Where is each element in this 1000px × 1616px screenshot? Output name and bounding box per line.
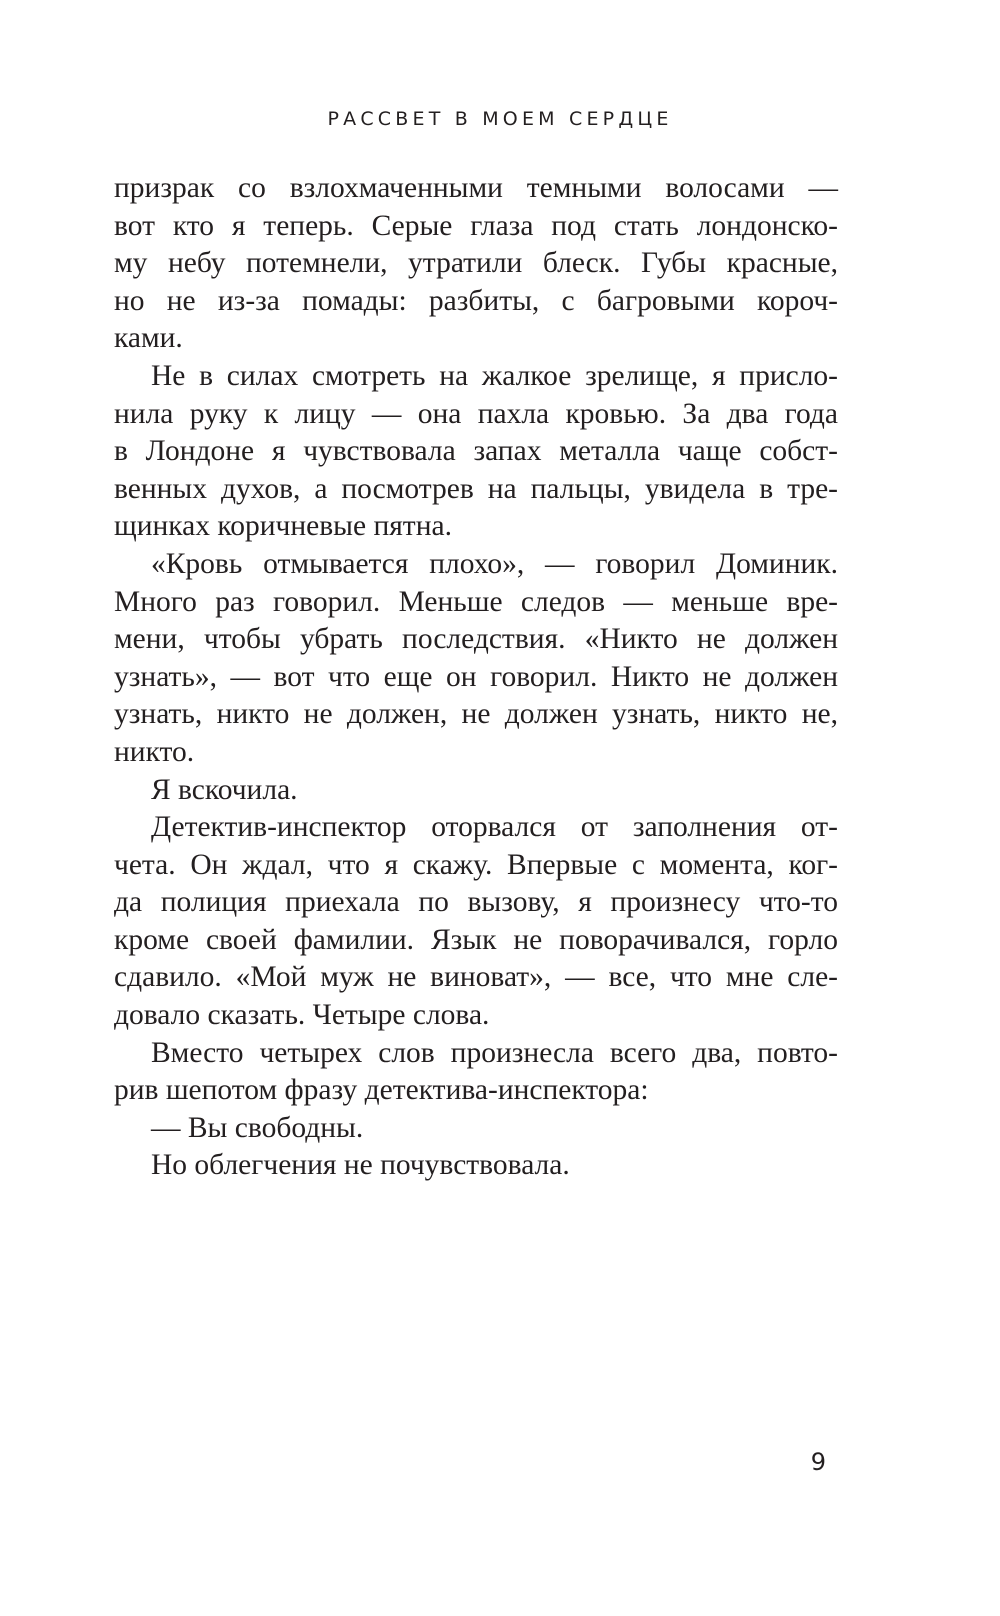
text-line: мени, чтобы убрать последствия. «Никто не должен [114,623,838,656]
text-line: чета. Он ждал, что я скажу. Впервые с момента, ког- [114,848,838,881]
text-line: никто. [114,735,195,768]
body-text [114,170,838,1185]
text-line: рив шепотом фразу детектива-инспектора: [114,1074,649,1107]
text-line: да полиция приехала по вызову, я произнесу что-то [114,886,838,919]
text-line: венных духов, а посмотрев на пальцы, увидела в тре- [114,472,838,505]
text-line: Много раз говорил. Меньше следов — меньше вре- [114,585,838,618]
text-line: но не из-за помады: разбиты, с багровыми короч- [114,284,838,317]
text-line: му небу потемнели, утратили блеск. Губы красные, [114,247,838,280]
text-line: Вместо четырех слов произнесла всего два, повто- [151,1036,838,1069]
text-line: призрак со взлохмаченными темными волосами — [114,172,838,204]
text-line: — Вы свободны. [151,1111,364,1144]
text-line: Детектив-инспектор оторвался от заполнения от- [151,811,838,844]
text-line: нила руку к лицу — она пахла кровью. За два года [114,397,838,430]
text-line: щинках коричневые пятна. [114,510,452,543]
text-line: в Лондоне я чувствовала запах металла чаще собст- [114,435,838,468]
page-number: 9 [810,1448,826,1476]
text-line: узнать», — вот что еще он говорил. Никто не должен [114,660,838,693]
text-line: вот кто я теперь. Серые глаза под стать лондонско- [114,209,838,242]
text-line: «Кровь отмывается плохо», — говорил Доминик. [151,547,838,580]
text-line: узнать, никто не должен, не должен узнать, никто не, [114,698,838,731]
text-line: кроме своей фамилии. Язык не поворачивался, горло [114,923,838,956]
text-line: Но облегчения не почувствовала. [151,1149,570,1182]
text-line: Я вскочила. [151,773,298,806]
running-head: РАССВЕТ В МОЕМ СЕРДЦЕ [327,108,673,130]
text-line: Не в силах смотреть на жалкое зрелище, я присло- [151,359,838,392]
text-line: сдавило. «Мой муж не виноват», — все, что мне сле- [114,961,838,994]
text-line: довало сказать. Четыре слова. [114,999,490,1032]
text-line: ками. [114,322,183,355]
